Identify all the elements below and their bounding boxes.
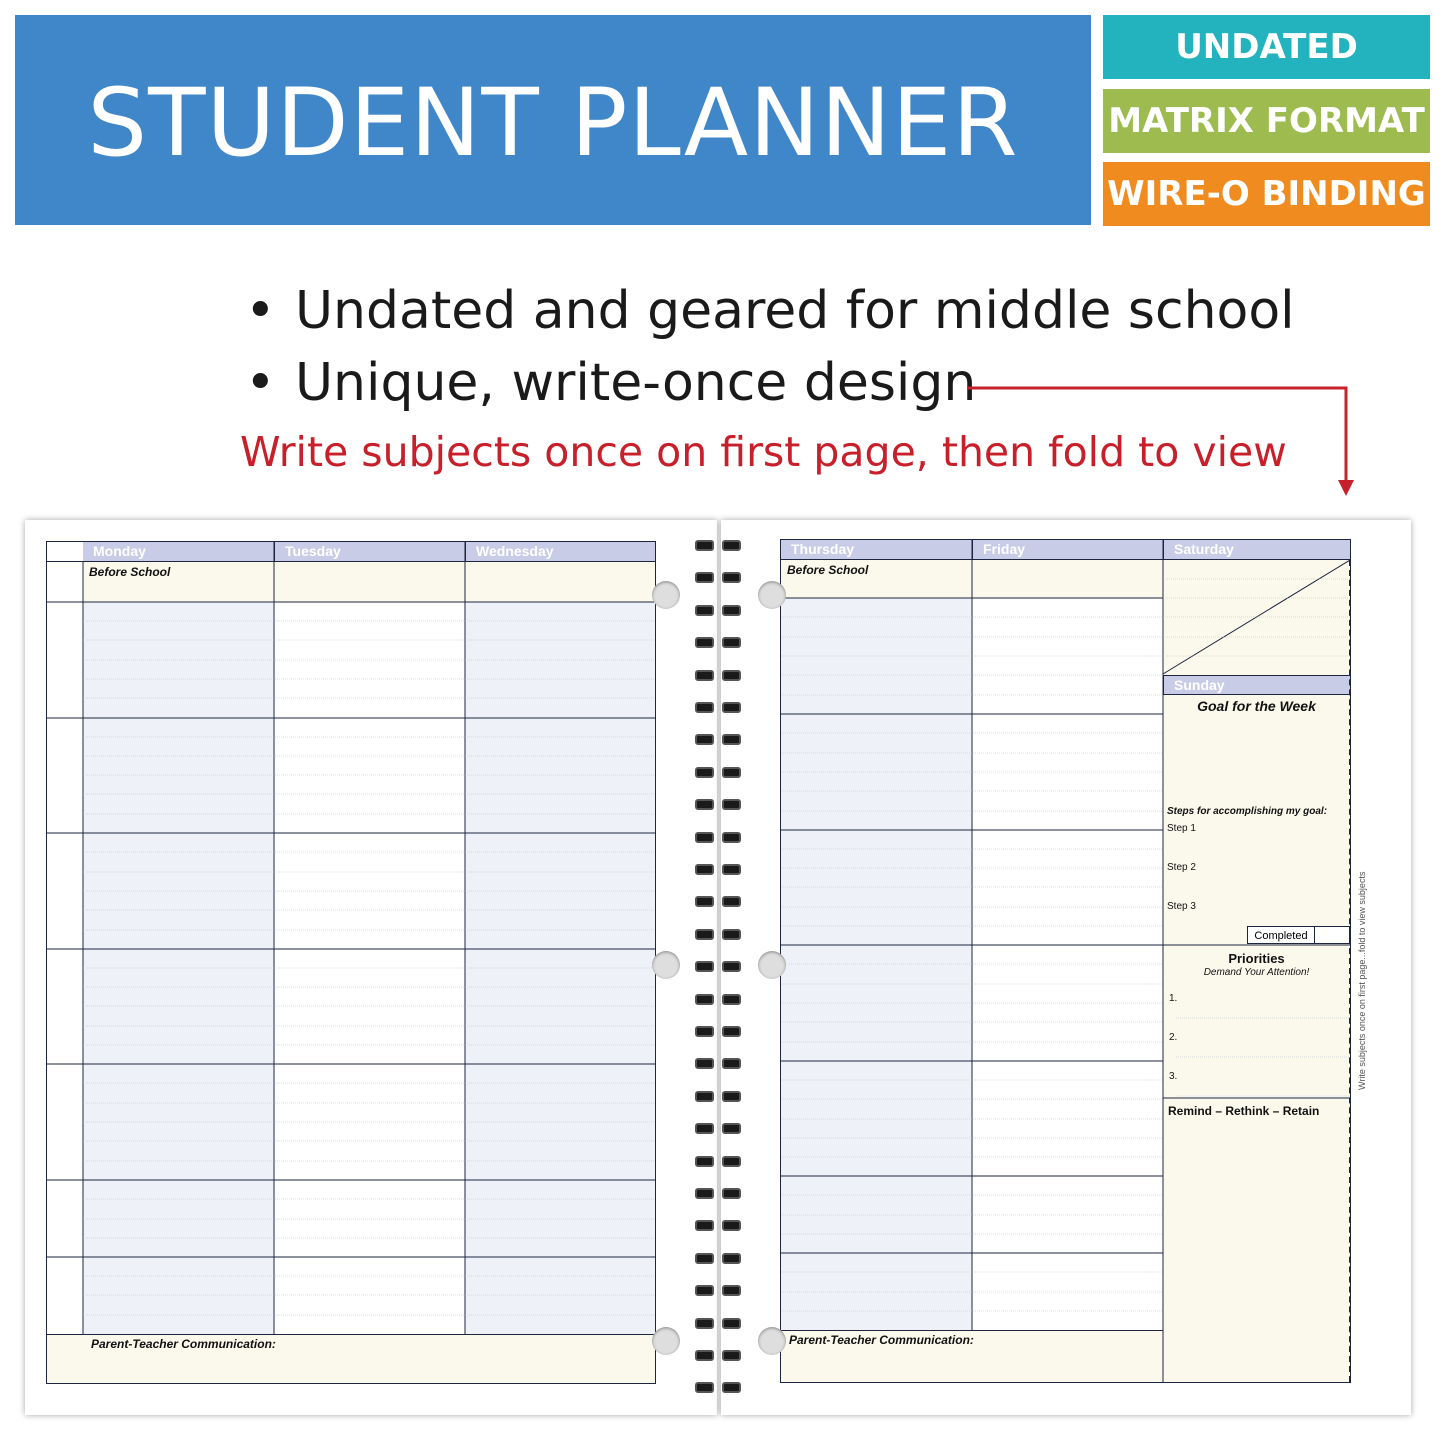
binding-ring-icon [695,1350,747,1361]
binding-ring-icon [695,1285,747,1296]
tag-matrix-format: MATRIX FORMAT [1103,89,1430,153]
right-grid [780,539,1351,1383]
binding-ring-icon [695,929,747,940]
binding-ring-icon [695,1058,747,1069]
binding-ring-icon [695,1123,747,1134]
day-header-friday: Friday [972,540,1163,560]
step-3-label: Step 3 [1167,901,1196,912]
title-banner [15,15,1091,225]
binding-ring-icon [695,1026,747,1037]
binding-ring-icon [695,605,747,616]
binding-ring-icon [695,734,747,745]
binding-ring-icon [695,767,747,778]
bullet-dot-icon: • [245,353,276,413]
tag-undated: UNDATED [1103,15,1430,79]
step-1-label: Step 1 [1167,823,1196,834]
priority-2-label: 2. [1169,1032,1178,1043]
binding-ring-icon [695,864,747,875]
day-header-saturday: Saturday [1163,540,1350,560]
right-grid-lines [781,540,1350,1382]
steps-title: Steps for accomplishing my goal: [1167,806,1328,817]
binding-ring-icon [695,572,747,583]
tag-wire-o-binding: WIRE-O BINDING [1103,162,1430,226]
right-page [721,520,1411,1415]
punch-hole-icon [758,581,786,609]
bullet-1-text: Undated and geared for middle school [295,281,1295,341]
punch-hole-icon [758,951,786,979]
binding-ring-icon [695,1382,747,1393]
punch-hole-icon [758,1327,786,1355]
left-footer-label: Parent-Teacher Communication: [91,1337,276,1351]
binding-ring-icon [695,896,747,907]
binding-ring-icon [695,670,747,681]
wire-o-binding [692,540,748,1400]
binding-ring-icon [695,1220,747,1231]
day-header-thursday: Thursday [781,540,972,560]
bullet-1 [245,281,1295,341]
binding-ring-icon [695,1156,747,1167]
step-2-label: Step 2 [1167,862,1196,873]
fold-note: Write subjects once on first page...fold to view subjects [1357,871,1367,1090]
punch-hole-icon [652,581,680,609]
banner-title: STUDENT PLANNER [87,69,1019,178]
day-header-tuesday: Tuesday [274,542,465,562]
bullet-2 [245,353,977,413]
priorities-title: Priorities [1228,951,1285,966]
binding-ring-icon [695,799,747,810]
bullet-2-text: Unique, write-once design [295,353,977,413]
binding-ring-icon [695,994,747,1005]
before-school-label: Before School [89,565,171,579]
priority-1-label: 1. [1169,993,1178,1004]
callout-text: Write subjects once on first page, then fold to view [240,428,1287,476]
binding-ring-icon [695,702,747,713]
day-header-wednesday: Wednesday [465,542,655,562]
binding-ring-icon [695,1318,747,1329]
day-header-sunday: Sunday [1163,675,1350,695]
left-grid [46,541,656,1384]
priority-3-label: 3. [1169,1071,1178,1082]
left-page [25,520,717,1415]
day-header-monday: Monday [83,542,274,562]
binding-ring-icon [695,1253,747,1264]
binding-ring-icon [695,1091,747,1102]
bullet-dot-icon: • [245,281,276,341]
left-grid-lines [47,542,655,1383]
completed-box[interactable]: Completed [1247,926,1315,944]
goal-title: Goal for the Week [1197,698,1316,714]
right-footer-label: Parent-Teacher Communication: [789,1333,974,1347]
binding-ring-icon [695,540,747,551]
binding-ring-icon [695,832,747,843]
binding-ring-icon [695,961,747,972]
before-school-label: Before School [787,563,869,577]
priorities-subtitle: Demand Your Attention! [1203,967,1310,978]
callout-arrow-icon [960,380,1360,500]
remind-label: Remind – Rethink – Retain [1168,1104,1320,1118]
punch-hole-icon [652,951,680,979]
binding-ring-icon [695,1188,747,1199]
punch-hole-icon [652,1327,680,1355]
fold-line [1349,560,1351,1382]
binding-ring-icon [695,637,747,648]
